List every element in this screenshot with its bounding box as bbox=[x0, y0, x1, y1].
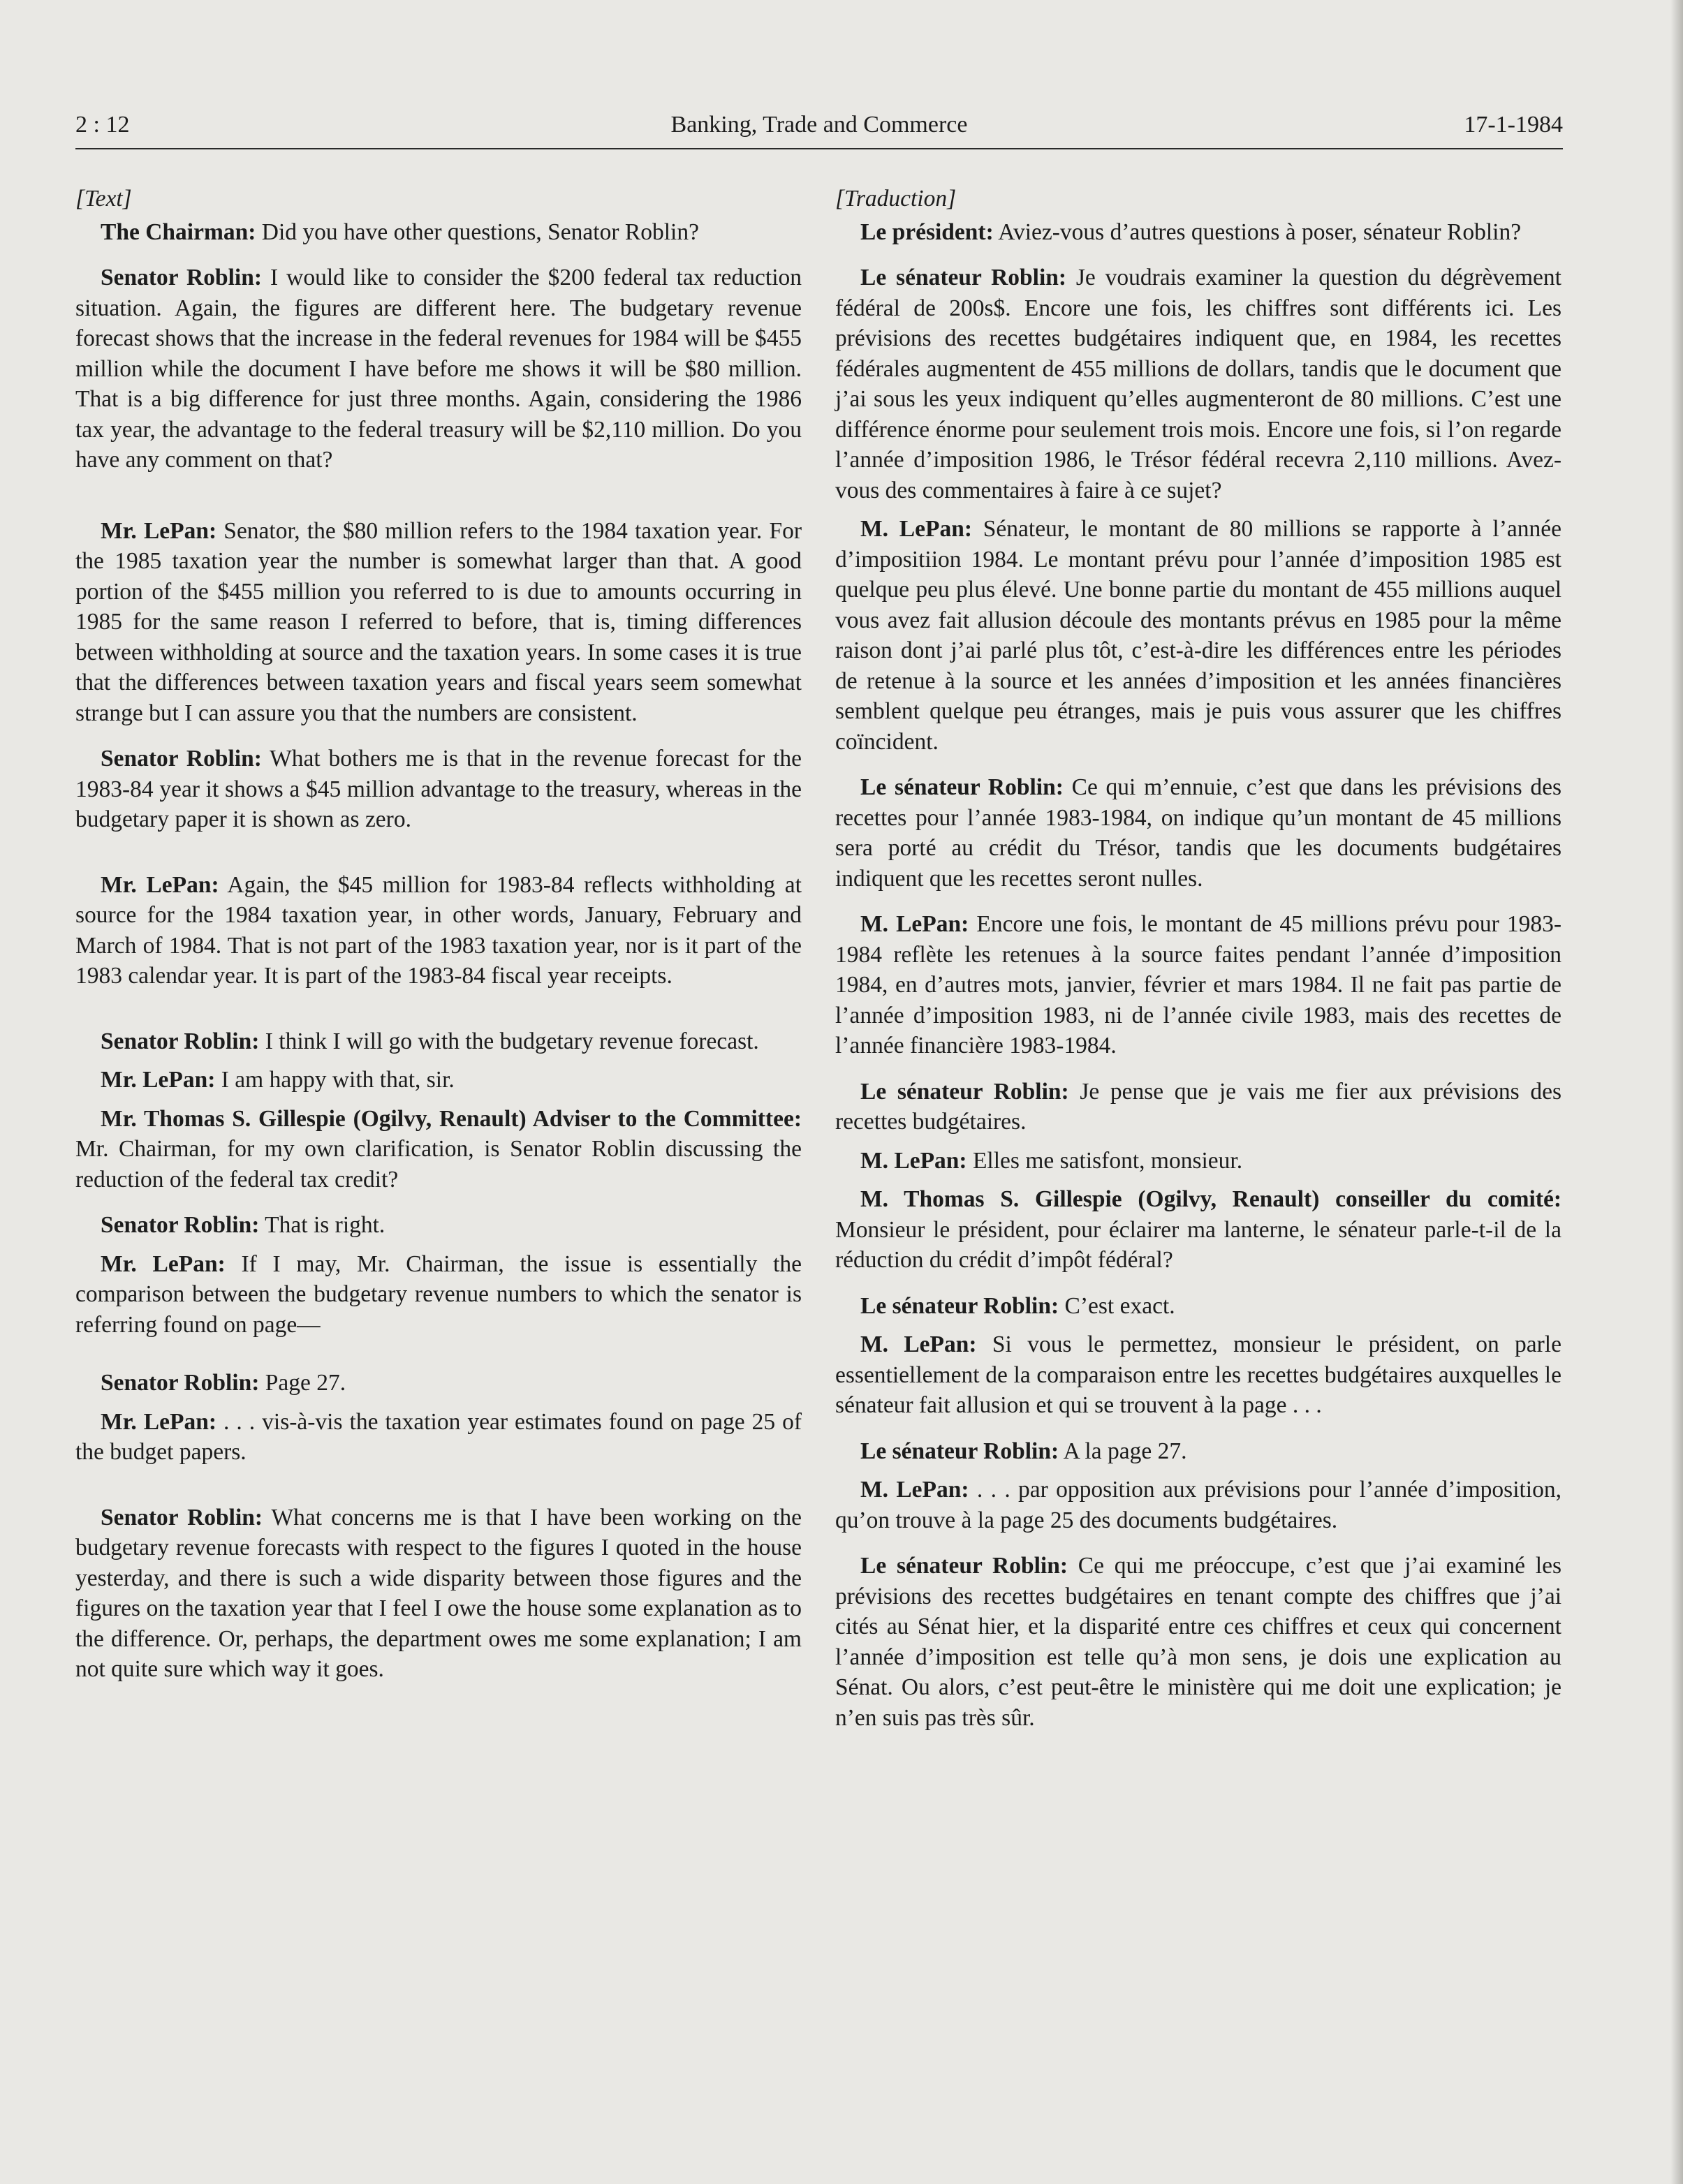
paragraph bbox=[75, 870, 802, 991]
section-label: [Traduction] bbox=[835, 186, 957, 212]
paragraph bbox=[835, 1329, 1561, 1421]
paragraph bbox=[75, 263, 802, 475]
page-header bbox=[75, 112, 1563, 154]
speech: Mr. Chairman, for my own clarification, is Senator Roblin discussing the reduction of the federal tax credit? bbox=[75, 1136, 802, 1193]
speech: Page 27. bbox=[259, 1370, 346, 1396]
paragraph bbox=[835, 1291, 1561, 1322]
paragraph bbox=[835, 1077, 1561, 1137]
speaker: Le sénateur Roblin: bbox=[860, 774, 1064, 800]
speaker: Senator Roblin: bbox=[101, 1370, 260, 1396]
paragraph bbox=[75, 1210, 802, 1241]
speech: I think I will go with the budgetary revenue forecast. bbox=[259, 1028, 759, 1054]
paragraph bbox=[835, 909, 1561, 1061]
speaker: M. LePan: bbox=[860, 911, 969, 937]
speech: Aviez-vous d’autres questions à poser, sénateur Roblin? bbox=[993, 219, 1522, 245]
speaker: Le sénateur Roblin: bbox=[860, 1078, 1069, 1105]
speech: Sénateur, le montant de 80 millions se rapporte à l’année d’impositiion 1984. Le montant prévu pour l’année d’imposition 1985 est quelque peu plus élevé. Une bonne partie du montant de 455 millions auquel vous avez fait allusion découle des montants prévus en 1985 pour la même raison dont j’ai parlé plus tôt, c’est-à-dire les différences entre les périodes de retenue à la source et les années d’imposition et les années financières semblent quelque peu étranges, mais je puis vous assurer que les chiffres coïncident. bbox=[835, 516, 1561, 755]
speech: That is right. bbox=[259, 1212, 385, 1238]
paragraph bbox=[75, 217, 802, 248]
speech: Monsieur le président, pour éclairer ma lanterne, le sénateur parle-t-il de la réduction du crédit d’impôt fédéral? bbox=[835, 1216, 1561, 1273]
english-column bbox=[75, 184, 802, 1685]
speech: . . . par opposition aux prévisions pour l’année d’imposition, qu’on trouve à la page 25 des documents budgétaires. bbox=[835, 1477, 1561, 1533]
paragraph bbox=[75, 1249, 802, 1341]
speaker: Senator Roblin: bbox=[101, 1212, 260, 1238]
speaker: M. LePan: bbox=[860, 1477, 969, 1503]
speech: I am happy with that, sir. bbox=[215, 1067, 455, 1093]
paragraph bbox=[835, 772, 1561, 894]
date: 17-1-1984 bbox=[1464, 112, 1563, 138]
speaker: Senator Roblin: bbox=[101, 265, 263, 290]
speaker: Mr. LePan: bbox=[101, 517, 217, 544]
speech: I would like to consider the $200 federal tax reduction situation. Again, the figures are different here. The budgetary revenue forecast shows that the increase in the federal revenues for 1984 will be $455 million while the document I have before me shows it will be $80 million. That is a big difference for just three months. Again, considering the 1986 tax year, the advantage to the federal treasury will be $2,110 million. Do you have any comment on that? bbox=[75, 265, 802, 473]
speaker: Mr. Thomas S. Gillespie (Ogilvy, Renault) Adviser to the Committee: bbox=[101, 1105, 802, 1132]
speaker: Senator Roblin: bbox=[101, 1028, 260, 1054]
paragraph bbox=[835, 1436, 1561, 1467]
paragraph bbox=[835, 514, 1561, 757]
speaker: Mr. LePan: bbox=[101, 1250, 226, 1277]
paragraph bbox=[835, 263, 1561, 506]
speech: . . . vis-à-vis the taxation year estimates found on page 25 of the budget papers. bbox=[75, 1408, 802, 1465]
speaker: Senator Roblin: bbox=[101, 1504, 263, 1530]
speech: Ce qui me préoccupe, c’est que j’ai examiné les prévisions des recettes budgétaires en tenant compte des chiffres que j’ai cités au Sénat hier, et la disparité entre ces chiffres et ceux qui concernent l’année d’imposition est telle qu’à mon sens, je dois une explication au Sénat. Ou alors, c’est peut-être le ministère qui me doit une explication; je n’en suis pas très sûr. bbox=[835, 1553, 1561, 1731]
paragraph bbox=[75, 516, 802, 729]
paragraph bbox=[75, 1026, 802, 1057]
speaker: Le président: bbox=[860, 219, 994, 245]
speech: Je pense que je vais me fier aux prévisions des recettes budgétaires. bbox=[835, 1078, 1561, 1135]
speech: Did you have other questions, Senator Roblin? bbox=[256, 219, 699, 245]
paragraph bbox=[75, 1065, 802, 1095]
speech: What concerns me is that I have been working on the budgetary revenue forecasts with respect to the figures I quoted in the house yesterday, and there is such a wide disparity between those figures and the figures on the taxation year that I feel I owe the house some explanation as to the difference. Or, perhaps, the department owes me some explanation; I am not quite sure which way it goes. bbox=[75, 1504, 802, 1682]
paragraph bbox=[75, 1368, 802, 1399]
paragraph bbox=[835, 1184, 1561, 1276]
paragraph bbox=[835, 1146, 1561, 1176]
speech: If I may, Mr. Chairman, the issue is essentially the comparison between the budgetary revenue numbers to which the senator is referring found on page— bbox=[75, 1250, 802, 1338]
speaker: Mr. LePan: bbox=[101, 1408, 217, 1435]
speaker: Senator Roblin: bbox=[101, 746, 262, 772]
paragraph bbox=[835, 1475, 1561, 1535]
paragraph bbox=[75, 744, 802, 835]
speaker: Mr. LePan: bbox=[101, 1067, 216, 1093]
french-column bbox=[835, 184, 1561, 1733]
speaker: Le sénateur Roblin: bbox=[860, 1292, 1059, 1319]
speaker: M. LePan: bbox=[860, 1147, 967, 1174]
paragraph bbox=[835, 1551, 1561, 1733]
speech: Encore une fois, le montant de 45 millions prévu pour 1983-1984 reflète les retenues à la source faites pendant l’année d’imposition 1984, en d’autres mots, janvier, février et mars 1984. Il ne fait pas partie de l’année d’imposition 1983, ni de l’année civile 1983, mais des recettes de l’année financière 1983-1984. bbox=[835, 911, 1561, 1058]
speaker: Le sénateur Roblin: bbox=[860, 1438, 1059, 1464]
paragraph bbox=[75, 1407, 802, 1468]
paragraph bbox=[75, 1104, 802, 1195]
committee-title: Banking, Trade and Commerce bbox=[670, 112, 968, 138]
speech: Ce qui m’ennuie, c’est que dans les prévisions des recettes pour l’année 1983-1984, on indique qu’un montant de 45 millions sera porté au crédit du Trésor, tandis que les documents budgétaires indiquent que les recettes seront nulles. bbox=[835, 774, 1561, 892]
paragraph bbox=[835, 217, 1561, 248]
speaker: M. LePan: bbox=[860, 516, 972, 542]
page-edge-shadow bbox=[1670, 0, 1683, 2184]
speech: Je voudrais examiner la question du dégrèvement fédéral de 200s$. Encore une fois, les chiffres sont différents ici. Les prévisions des recettes budgétaires indiquent que, en 1984, les recettes fédérales augmentent de 455 millions de dollars, tandis que le document que j’ai sous les yeux indiquent qu’elles augmenteront de 80 millions. C’est une différence énorme pour seulement trois mois. Encore une fois, si l’on regarde l’année d’imposition 1986, le Trésor fédéral recevra 2,110 millions. Avez-vous des commentaires à faire à ce sujet? bbox=[835, 265, 1561, 503]
speaker: M. LePan: bbox=[860, 1331, 977, 1357]
speaker: Le sénateur Roblin: bbox=[860, 265, 1067, 290]
page-number: 2 : 12 bbox=[75, 112, 130, 138]
section-label: [Text] bbox=[75, 186, 132, 212]
speaker: Mr. LePan: bbox=[101, 871, 219, 898]
speech: C’est exact. bbox=[1059, 1292, 1175, 1319]
speech: What bothers me is that in the revenue forecast for the 1983-84 year it shows a $45 million advantage to the treasury, whereas in the budgetary paper it is shown as zero. bbox=[75, 746, 802, 832]
speaker: M. Thomas S. Gillespie (Ogilvy, Renault) conseiller du comité: bbox=[860, 1186, 1561, 1212]
speech: Senator, the $80 million refers to the 1984 taxation year. For the 1985 taxation year the number is somewhat larger than that. A good portion of the $455 million you referred to is due to amounts occurring in 1985 for the same reason I referred to before, that is, timing differences between withholding at source and the taxation years. In some cases it is true that the differences between taxation years and fiscal years seem somewhat strange but I can assure you that the numbers are consistent. bbox=[75, 517, 802, 726]
speech: Elles me satisfont, monsieur. bbox=[967, 1147, 1243, 1174]
header-rule bbox=[75, 148, 1563, 149]
speech: Again, the $45 million for 1983-84 reflects withholding at source for the 1984 taxation year, in other words, January, February and March of 1984. That is not part of the 1983 taxation year, nor is it part of the 1983 calendar year. It is part of the 1983-84 fiscal year receipts. bbox=[75, 871, 802, 989]
speaker: Le sénateur Roblin: bbox=[860, 1553, 1068, 1579]
speech: A la page 27. bbox=[1059, 1438, 1187, 1464]
speaker: The Chairman: bbox=[101, 219, 256, 245]
speech: Si vous le permettez, monsieur le président, on parle essentiellement de la comparaison entre les recettes budgétaires auxquelles le sénateur fait allusion et qui se trouvent à la page . . . bbox=[835, 1331, 1561, 1418]
paragraph bbox=[75, 1503, 802, 1685]
